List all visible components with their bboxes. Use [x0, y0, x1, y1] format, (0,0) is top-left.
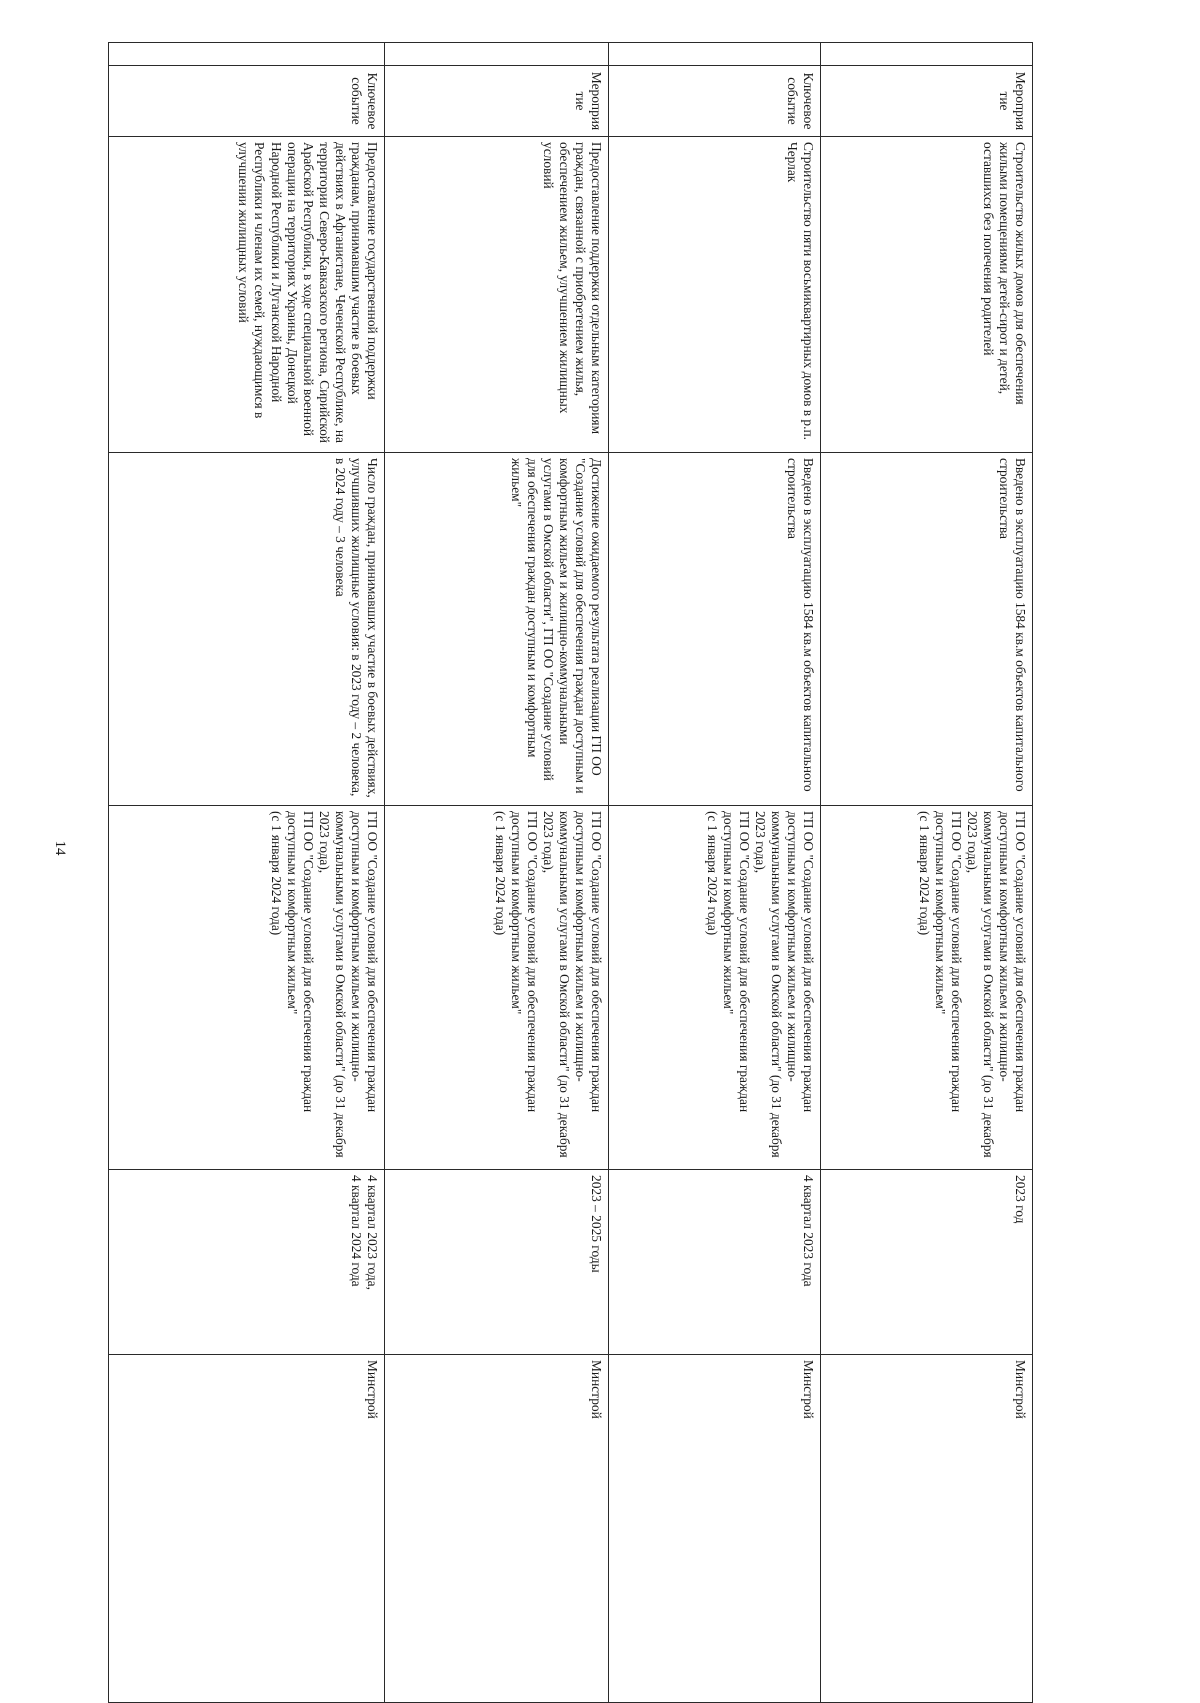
table-row: [821, 43, 1033, 1703]
measures-table: [108, 42, 1033, 1703]
row-type-cell: Мероприятие: [821, 66, 1033, 137]
row-period-cell: 4 квартал 2023 года: [609, 1170, 821, 1355]
row-number-cell: [609, 43, 821, 66]
row-org-cell: Минстрой: [109, 1355, 385, 1703]
row-period-cell: 2023 год: [821, 1170, 1033, 1355]
row-result-cell: Введено в эксплуатацию 1584 кв.м объектов капитального строительства: [821, 453, 1033, 806]
table-row: [385, 43, 609, 1703]
page-number: 14: [52, 840, 68, 856]
row-program-cell: ГП ОО "Создание условий для обеспечения граждан доступным и комфортным жильем и жилищно-коммунальными услугами в Омской области" (до 31 декабря 2023 года), ГП ОО "Создание условий для обеспечения граждан доступным и комфортным жильем" (с 1 января 2024 года): [109, 806, 385, 1170]
row-number-cell: [385, 43, 609, 66]
row-title-cell: Предоставление государственной поддержки гражданам, принимавшим участие в боевых действиях в Афганистане, Чеченской Республике, на территории Северо-Кавказского региона, Сирийской Арабской Республики, в ходе специальной военной операции на территориях Украины, Донецкой Народной Республики и Луганской Народной Республики и членам их семей, нуждающимся в улучшении жилищных условий: [109, 137, 385, 453]
row-org-cell: Минстрой: [385, 1355, 609, 1703]
row-program-cell: ГП ОО "Создание условий для обеспечения граждан доступным и комфортным жильем и жилищно-коммунальными услугами в Омской области" (до 31 декабря 2023 года), ГП ОО "Создание условий для обеспечения граждан доступным и комфортным жильем" (с 1 января 2024 года): [385, 806, 609, 1170]
row-title-cell: Предоставление поддержки отдельным категориям граждан, связанной с приобретением жилья, обеспечением жильем, улучшением жилищных условий: [385, 137, 609, 453]
row-result-cell: Введено в эксплуатацию 1584 кв.м объектов капитального строительства: [609, 453, 821, 806]
row-type-cell: Ключевое событие: [109, 66, 385, 137]
row-period-cell: 4 квартал 2023 года, 4 квартал 2024 года: [109, 1170, 385, 1355]
row-number-cell: [821, 43, 1033, 66]
row-type-cell: Мероприятие: [385, 66, 609, 137]
row-result-cell: Число граждан, принимавших участие в боевых действиях, улучшивших жилищные условия: в 2023 году – 2 человека, в 2024 году – 3 человека: [109, 453, 385, 806]
row-type-cell: Ключевое событие: [609, 66, 821, 137]
row-org-cell: Минстрой: [609, 1355, 821, 1703]
row-result-cell: Достижение ожидаемого результата реализации ГП ОО "Создание условий для обеспечения граждан доступным и комфортным жильем и жилищно-коммунальными услугами в Омской области", ГП ОО "Создание условий для обеспечения граждан доступным и комфортным жильем": [385, 453, 609, 806]
row-title-cell: Строительство пяти восьмиквартирных домов в р.п. Черлак: [609, 137, 821, 453]
rotated-page-content: [109, 42, 1033, 1702]
row-program-cell: ГП ОО "Создание условий для обеспечения граждан доступным и комфортным жильем и жилищно-коммунальными услугами в Омской области" (до 31 декабря 2023 года), ГП ОО "Создание условий для обеспечения граждан доступным и комфортным жильем" (с 1 января 2024 года): [609, 806, 821, 1170]
row-org-cell: Минстрой: [821, 1355, 1033, 1703]
row-program-cell: ГП ОО "Создание условий для обеспечения граждан доступным и комфортным жильем и жилищно-коммунальными услугами в Омской области" (до 31 декабря 2023 года), ГП ОО "Создание условий для обеспечения граждан доступным и комфортным жильем" (с 1 января 2024 года): [821, 806, 1033, 1170]
table-row: [109, 43, 385, 1703]
table-row: [609, 43, 821, 1703]
row-title-cell: Строительство жилых домов для обеспечения жилыми помещениями детей-сирот и детей, оставшихся без попечения родителей: [821, 137, 1033, 453]
row-number-cell: [109, 43, 385, 66]
row-period-cell: 2023 – 2025 годы: [385, 1170, 609, 1355]
